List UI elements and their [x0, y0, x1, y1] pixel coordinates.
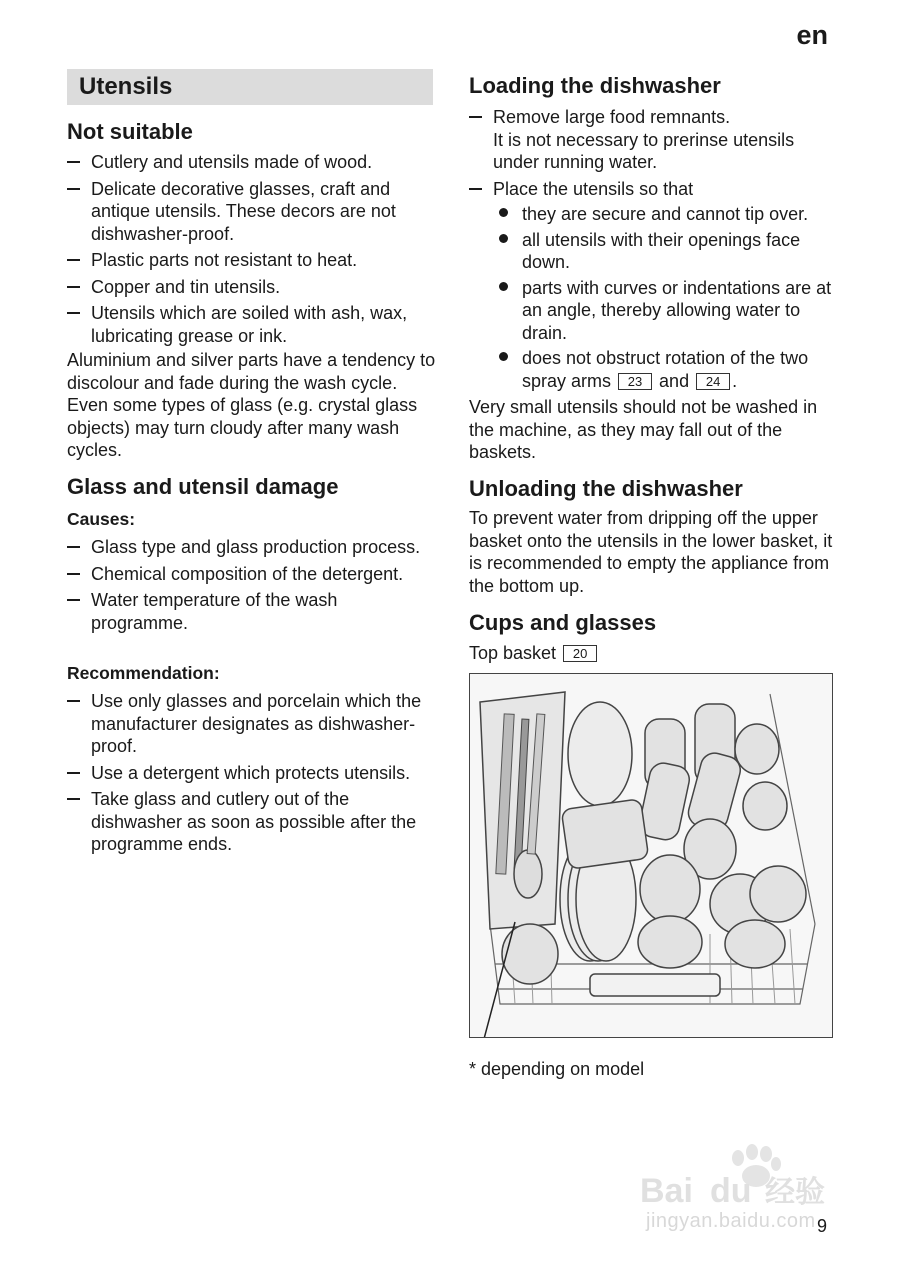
language-label: en: [796, 20, 828, 50]
dash-icon: [67, 573, 80, 575]
small-utensils-note: Very small utensils should not be washed in the machine, as they may fall out of the baskets.: [469, 397, 818, 462]
list-item: they are secure and cannot tip over.: [497, 203, 837, 226]
bullet-icon: [499, 282, 508, 291]
list-item: all utensils with their openings face down.: [497, 229, 837, 274]
dash-icon: [67, 188, 80, 190]
recommendation-label: Recommendation:: [67, 663, 220, 683]
discolour-note: Aluminium and silver parts have a tendency to discolour and fade during the wash cycle. Even some types of glass (e.g. crystal glass objects) may turn cloudy after many wash cycles.: [67, 350, 436, 460]
list-item: Water temperature of the wash programme.: [67, 589, 437, 634]
bullet-icon: [499, 352, 508, 361]
list-item: Chemical composition of the detergent.: [67, 563, 437, 586]
list-item: Use a detergent which protects utensils.: [67, 762, 437, 785]
dash-icon: [67, 798, 80, 800]
list-item: parts with curves or indentations are at an angle, thereby allowing water to drain.: [497, 277, 837, 345]
svg-text:经验: 经验: [765, 1175, 825, 1210]
list-item: Copper and tin utensils.: [67, 276, 437, 299]
dash-icon: [67, 700, 80, 702]
page-number: 9: [816, 1216, 827, 1236]
section-title: Utensils: [79, 73, 173, 100]
causes-list: [67, 536, 437, 638]
dash-icon: [67, 161, 80, 163]
placement-bullets: [497, 203, 837, 395]
dash-icon: [67, 599, 80, 601]
list-item: Plastic parts not resistant to heat.: [67, 249, 437, 272]
bullet-icon: [499, 234, 508, 243]
bullet-icon: [499, 208, 508, 217]
not-suitable-heading: Not suitable: [67, 119, 193, 144]
loading-list: [469, 106, 839, 204]
top-basket-caption: Top basket 20: [469, 642, 599, 665]
spray-arm-ref-a: 23: [618, 373, 652, 390]
dash-icon: [67, 772, 80, 774]
unloading-text: To prevent water from dripping off the upper basket onto the utensils in the lower basket, it is recommended to empty the appliance from the bottom up.: [469, 508, 833, 596]
loading-heading: Loading the dishwasher: [469, 73, 721, 98]
top-basket-ref: 20: [563, 645, 597, 662]
list-item: Delicate decorative glasses, craft and antique utensils. These decors are not dishwasher-proof.: [67, 178, 437, 246]
list-item: Remove large food remnants. It is not necessary to prerinse utensils under running water.: [469, 106, 839, 174]
unloading-heading: Unloading the dishwasher: [469, 476, 743, 501]
recommendation-list: [67, 690, 437, 860]
list-item: Glass type and glass production process.: [67, 536, 437, 559]
damage-heading: Glass and utensil damage: [67, 474, 339, 499]
causes-label: Causes:: [67, 509, 136, 529]
list-item: does not obstruct rotation of the two spray arms 23 and 24 .: [497, 347, 837, 392]
list-item: Cutlery and utensils made of wood.: [67, 151, 437, 174]
list-item: Utensils which are soiled with ash, wax, lubricating grease or ink.: [67, 302, 437, 347]
top-basket-illustration: [469, 673, 833, 1038]
list-item: Use only glasses and porcelain which the manufacturer designates as dishwasher-proof.: [67, 690, 437, 758]
list-item: Take glass and cutlery out of the dishwasher as soon as possible after the programme ends.: [67, 788, 437, 856]
dash-icon: [469, 188, 482, 190]
dash-icon: [67, 546, 80, 548]
dash-icon: [469, 116, 482, 118]
dash-icon: [67, 259, 80, 261]
not-suitable-list: [67, 151, 437, 351]
watermark-url: jingyan.baidu.com: [646, 1210, 816, 1232]
svg-text:du: du: [710, 1172, 752, 1210]
spray-arm-ref-b: 24: [696, 373, 730, 390]
watermark-logo-icon: [640, 1140, 860, 1250]
list-item: Place the utensils so that: [469, 178, 839, 201]
cups-heading: Cups and glasses: [469, 610, 657, 635]
dash-icon: [67, 286, 80, 288]
section-title-bar: [67, 69, 433, 105]
model-footnote: * depending on model: [469, 1059, 645, 1079]
svg-text:Bai: Bai: [640, 1172, 693, 1210]
dash-icon: [67, 312, 80, 314]
